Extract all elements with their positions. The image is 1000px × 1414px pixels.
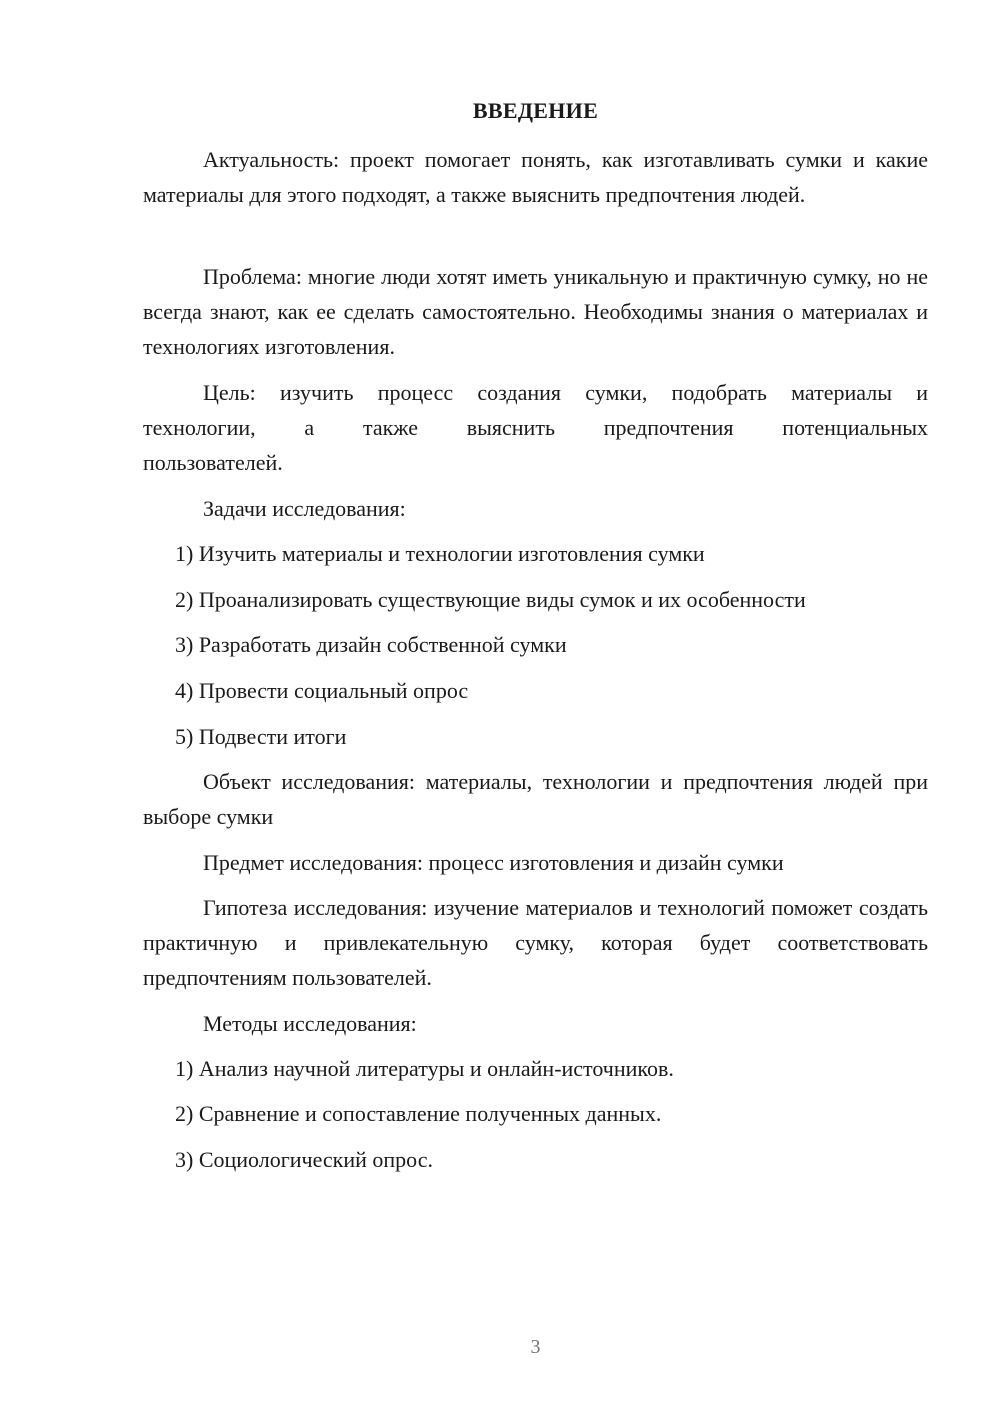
object-paragraph: Объект исследования: материалы, технологии и предпочтения людей при выборе сумки	[143, 769, 928, 829]
goal-line: пользователей.	[143, 450, 283, 475]
hypothesis-paragraph: Гипотеза исследования: изучение материалов и технологий поможет создать практичную и привлекательную сумку, которая будет соответствовать предпочтениям пользователей.	[143, 895, 928, 990]
subject-paragraph: Предмет исследования: процесс изготовления и дизайн сумки	[203, 850, 784, 875]
tasks-label: Задачи исследования:	[203, 496, 406, 521]
list-item: 2) Сравнение и сопоставление полученных данных.	[175, 1101, 662, 1126]
methods-label: Методы исследования:	[203, 1011, 417, 1036]
document-page	[143, 0, 928, 1414]
list-item: 3) Разработать дизайн собственной сумки	[175, 632, 567, 657]
relevance-paragraph: Актуальность: проект помогает понять, как изготавливать сумки и какие материалы для этого подходят, а также выяснить предпочтения людей.	[143, 147, 928, 207]
list-item: 2) Проанализировать существующие виды сумок и их особенности	[175, 587, 806, 612]
list-item: 1) Изучить материалы и технологии изготовления сумки	[175, 541, 705, 566]
list-item: 3) Социологический опрос.	[175, 1147, 433, 1172]
page-title: ВВЕДЕНИЕ	[472, 98, 599, 123]
list-item: 5) Подвести итоги	[175, 724, 347, 749]
list-item: 1) Анализ научной литературы и онлайн-источников.	[175, 1056, 674, 1081]
goal-line: Цель: изучить процесс создания сумки, подобрать материалы и	[203, 380, 928, 405]
problem-paragraph: Проблема: многие люди хотят иметь уникальную и практичную сумку, но не всегда знают, как ее сделать самостоятельно. Необходимы знания о материалах и технологиях изготовления.	[143, 264, 928, 359]
page-number: 3	[530, 1336, 541, 1358]
goal-line: технологии, а также выяснить предпочтения потенциальных	[143, 415, 928, 440]
list-item: 4) Провести социальный опрос	[175, 678, 469, 703]
